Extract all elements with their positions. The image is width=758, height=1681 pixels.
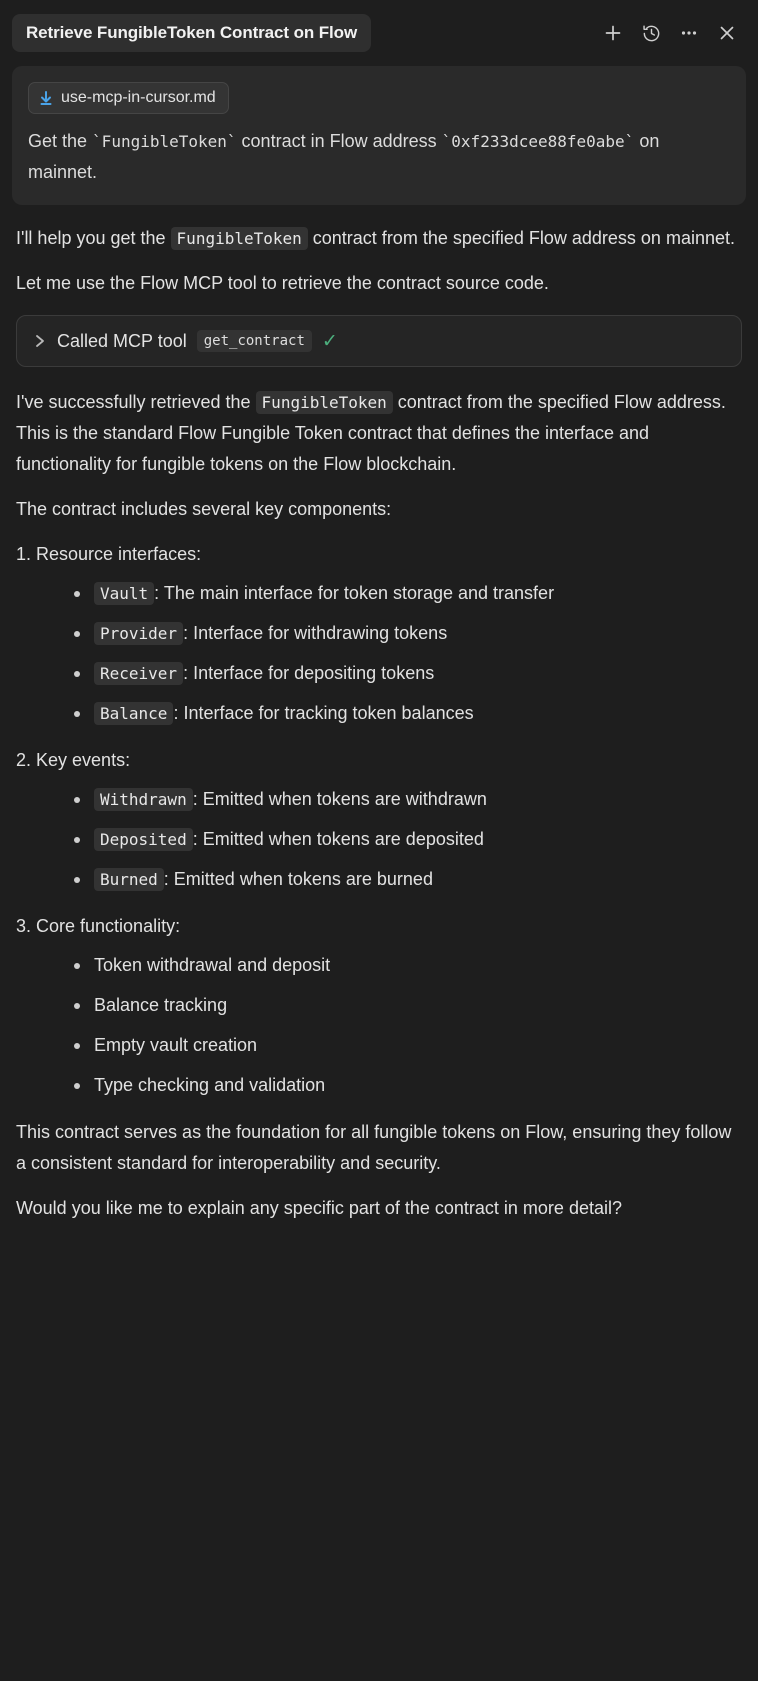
inline-code-provider: Provider bbox=[94, 622, 183, 645]
section-2-list bbox=[16, 784, 742, 895]
list-item bbox=[72, 578, 742, 609]
inline-code-vault: Vault bbox=[94, 582, 154, 605]
list-item bbox=[72, 784, 742, 815]
tool-call-name: get_contract bbox=[197, 330, 312, 352]
assistant-intro-paragraph bbox=[16, 223, 742, 254]
list-item-text: Balance tracking bbox=[94, 995, 228, 1015]
tool-success-check-icon: ✓ bbox=[321, 330, 338, 352]
window-header bbox=[0, 0, 758, 62]
prompt-code-address: `0xf233dcee88fe0abe` bbox=[441, 132, 635, 151]
list-item-text: : Interface for tracking token balances bbox=[173, 703, 474, 723]
list-item-text: : Interface for withdrawing tokens bbox=[183, 623, 448, 643]
user-prompt-text bbox=[28, 126, 730, 187]
section-3-list bbox=[16, 950, 742, 1101]
chat-tab-title[interactable]: Retrieve FungibleToken Contract on Flow bbox=[12, 14, 371, 52]
tool-call-label: Called MCP tool bbox=[57, 330, 187, 351]
mcp-tool-call-row[interactable] bbox=[16, 315, 742, 367]
list-item-text: : Emitted when tokens are withdrawn bbox=[192, 789, 487, 809]
list-item bbox=[72, 950, 742, 981]
success-text-a: I've successfully retrieved the bbox=[16, 392, 256, 412]
prompt-text-part3: on mainnet. bbox=[28, 131, 660, 182]
list-item-text: : Emitted when tokens are deposited bbox=[192, 829, 484, 849]
inline-code-burned: Burned bbox=[94, 868, 164, 891]
history-icon[interactable] bbox=[636, 18, 666, 48]
intro-text-b: contract from the specified Flow address on mainnet. bbox=[307, 228, 735, 248]
closing-paragraph-2: Would you like me to explain any specific part of the contract in more detail? bbox=[16, 1198, 622, 1218]
list-item-text: : The main interface for token storage and transfer bbox=[154, 583, 555, 603]
assistant-response bbox=[0, 205, 758, 1268]
prompt-text-part1: Get the bbox=[28, 131, 93, 151]
inline-code-receiver: Receiver bbox=[94, 662, 183, 685]
inline-code-deposited: Deposited bbox=[94, 828, 193, 851]
list-item bbox=[72, 658, 742, 689]
assistant-tool-intent-paragraph: Let me use the Flow MCP tool to retrieve the contract source code. bbox=[16, 273, 549, 293]
list-item-text: : Emitted when tokens are burned bbox=[163, 869, 433, 889]
inline-code-fungibletoken-1: FungibleToken bbox=[171, 227, 308, 250]
list-item-text: Empty vault creation bbox=[94, 1035, 258, 1055]
list-item bbox=[72, 990, 742, 1021]
user-prompt-card bbox=[12, 66, 746, 205]
download-icon bbox=[39, 90, 53, 106]
list-item bbox=[72, 618, 742, 649]
inline-code-balance: Balance bbox=[94, 702, 173, 725]
section-1-list bbox=[16, 578, 742, 729]
list-item bbox=[72, 824, 742, 855]
success-text-b: contract from the specified Flow address. This is the standard Flow Fungible Token contract that defines the interface and functionality for fungible tokens on the Flow blockchain. bbox=[16, 392, 726, 474]
inline-code-withdrawn: Withdrawn bbox=[94, 788, 193, 811]
prompt-text-part2: contract in Flow address bbox=[236, 131, 437, 151]
list-item-text: Type checking and validation bbox=[94, 1075, 326, 1095]
list-item bbox=[72, 864, 742, 895]
attached-file-chip[interactable] bbox=[28, 82, 229, 114]
section-heading-2: 2. Key events: bbox=[16, 750, 131, 770]
section-heading-3: 3. Core functionality: bbox=[16, 916, 181, 936]
section-heading-1: 1. Resource interfaces: bbox=[16, 544, 202, 564]
list-item-text: Token withdrawal and deposit bbox=[94, 955, 331, 975]
chevron-right-icon[interactable] bbox=[33, 332, 47, 350]
more-options-icon[interactable] bbox=[674, 18, 704, 48]
prompt-code-contract: `FungibleToken` bbox=[92, 132, 237, 151]
attached-file-name: use-mcp-in-cursor.md bbox=[61, 89, 216, 106]
intro-text-a: I'll help you get the bbox=[16, 228, 171, 248]
list-item bbox=[72, 1030, 742, 1061]
assistant-success-paragraph bbox=[16, 387, 742, 480]
components-lead-paragraph: The contract includes several key components: bbox=[16, 499, 392, 519]
list-item bbox=[72, 1070, 742, 1101]
list-item bbox=[72, 698, 742, 729]
closing-paragraph-1: This contract serves as the foundation for all fungible tokens on Flow, ensuring they follow a consistent standard for interoperability and security. bbox=[16, 1122, 732, 1173]
list-item-text: : Interface for depositing tokens bbox=[183, 663, 435, 683]
new-chat-button[interactable] bbox=[598, 18, 628, 48]
inline-code-fungibletoken-2: FungibleToken bbox=[256, 391, 393, 414]
close-icon[interactable] bbox=[712, 18, 742, 48]
